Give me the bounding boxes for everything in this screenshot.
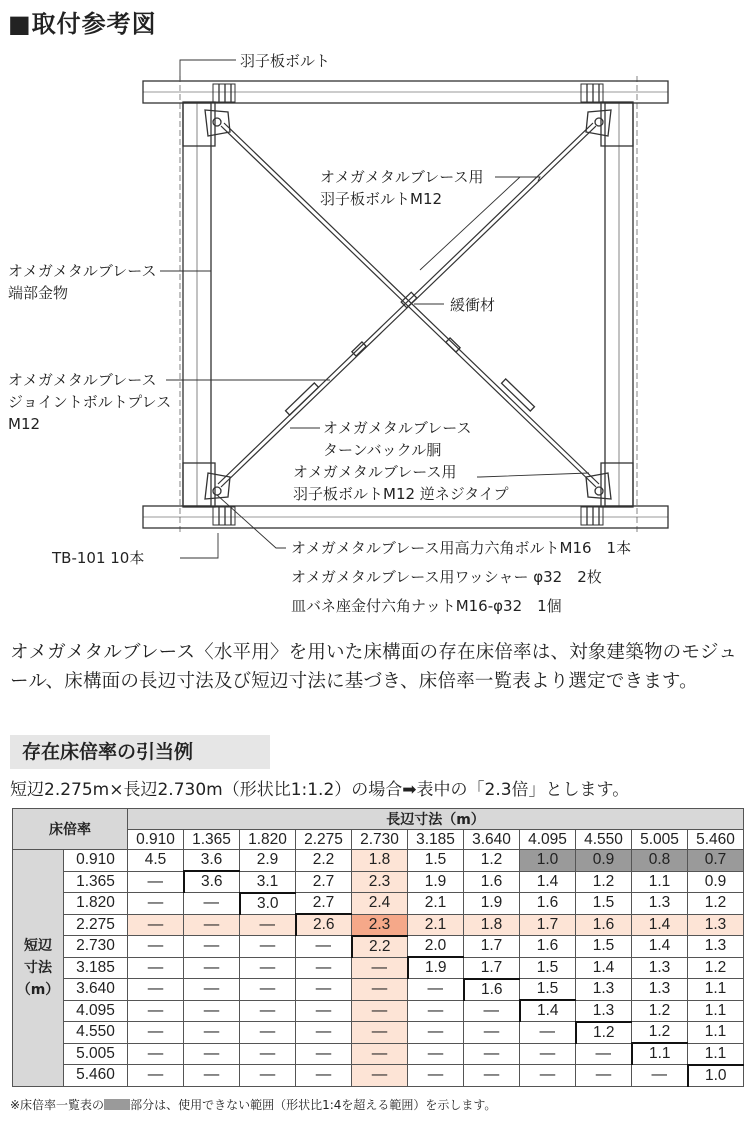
footnote-prefix: ※床倍率一覧表の: [10, 1098, 105, 1112]
rate-cell: —: [128, 957, 184, 979]
section-heading: 存在床倍率の引当例: [10, 735, 270, 769]
rate-cell: —: [296, 1065, 352, 1087]
rate-cell: 1.3: [632, 957, 688, 979]
rate-cell: 1.1: [632, 871, 688, 893]
row-header: 4.550: [64, 1022, 128, 1044]
rate-cell: —: [352, 1043, 408, 1065]
rate-cell: 1.5: [520, 957, 576, 979]
rate-cell: 2.2: [352, 936, 408, 958]
rate-cell: —: [296, 1022, 352, 1044]
table-row: [13, 914, 744, 936]
row-header: 2.730: [64, 936, 128, 958]
label-cushion: 緩衝材: [450, 296, 496, 314]
rate-cell: 1.7: [520, 914, 576, 936]
rate-cell: —: [128, 1065, 184, 1087]
table-row: [13, 1043, 744, 1065]
rate-cell: —: [296, 979, 352, 1001]
rate-cell: 3.0: [240, 893, 296, 915]
footnote-suffix: 部分は、使用できない範囲（形状比1:4を超える範囲）を示します。: [130, 1098, 497, 1112]
label-end-fitting: オメガメタルブレース: [8, 262, 157, 280]
rate-cell: —: [128, 979, 184, 1001]
rate-cell: —: [464, 1043, 520, 1065]
rate-cell: 1.2: [632, 1000, 688, 1022]
rate-cell: —: [184, 914, 240, 936]
rate-cell: 1.0: [688, 1065, 744, 1087]
rate-cell: 2.1: [408, 893, 464, 915]
rate-cell: 1.2: [632, 1022, 688, 1044]
rate-cell: 1.3: [632, 979, 688, 1001]
row-header: 3.640: [64, 979, 128, 1001]
rate-cell: 1.4: [520, 1000, 576, 1022]
rate-cell: 2.4: [352, 893, 408, 915]
rate-cell: 2.2: [296, 850, 352, 872]
label-joint-2: ジョイントボルトプレス: [8, 393, 172, 411]
label-joint: オメガメタルブレース: [8, 371, 157, 389]
rate-cell: 1.9: [408, 871, 464, 893]
rate-cell: —: [464, 1022, 520, 1044]
rate-cell: —: [408, 979, 464, 1001]
row-header: 0.910: [64, 850, 128, 872]
rate-cell: 3.6: [184, 850, 240, 872]
label-turnbuckle-2: ターンバックル胴: [323, 441, 442, 459]
rate-cell: —: [576, 1065, 632, 1087]
unavailable-swatch: [104, 1099, 130, 1110]
rate-cell: 1.5: [576, 893, 632, 915]
table-row: [13, 893, 744, 915]
row-header: 5.460: [64, 1065, 128, 1087]
rate-cell: 1.0: [520, 850, 576, 872]
installation-diagram: [0, 40, 752, 640]
row-header: 1.365: [64, 871, 128, 893]
rate-cell: —: [464, 1065, 520, 1087]
rate-cell: —: [240, 979, 296, 1001]
rate-cell: —: [128, 1043, 184, 1065]
rate-cell: —: [464, 1000, 520, 1022]
rate-cell: —: [240, 1022, 296, 1044]
label-parts-1: オメガメタルブレース用高力六角ボルトM16 1本: [291, 539, 632, 557]
col-header: 4.550: [576, 830, 632, 850]
col-header: 5.460: [688, 830, 744, 850]
rate-cell: 1.5: [576, 936, 632, 958]
rate-cell: 1.4: [632, 936, 688, 958]
rate-cell: —: [352, 957, 408, 979]
row-header: 4.095: [64, 1000, 128, 1022]
rate-cell: 1.2: [576, 1022, 632, 1044]
rate-cell: —: [520, 1065, 576, 1087]
table-row: [13, 850, 744, 872]
rate-cell: 2.0: [408, 936, 464, 958]
rate-cell: 0.7: [688, 850, 744, 872]
table-row: [13, 936, 744, 958]
rate-cell: —: [184, 979, 240, 1001]
rate-cell: —: [128, 914, 184, 936]
short-side-header-line: 短辺: [24, 937, 52, 954]
rate-cell: 2.9: [240, 850, 296, 872]
rate-cell: —: [296, 936, 352, 958]
rate-cell: —: [240, 914, 296, 936]
rate-cell: —: [240, 957, 296, 979]
rate-cell: 2.6: [296, 914, 352, 936]
rate-cell: 2.3: [352, 871, 408, 893]
rate-cell: 1.6: [520, 936, 576, 958]
short-side-header-line: 寸法: [24, 959, 52, 976]
rate-cell: —: [128, 893, 184, 915]
label-habano-bolt: 羽子板ボルト: [240, 52, 331, 70]
turnbuckle-body: [286, 383, 319, 415]
rate-cell: —: [128, 936, 184, 958]
rate-cell: 1.4: [632, 914, 688, 936]
rate-cell: —: [240, 1065, 296, 1087]
rate-cell: —: [240, 1043, 296, 1065]
rate-cell: 2.7: [296, 893, 352, 915]
rate-cell: —: [408, 1000, 464, 1022]
rate-cell: —: [184, 936, 240, 958]
rate-cell: —: [352, 1022, 408, 1044]
rate-cell: —: [128, 1000, 184, 1022]
rate-cell: 1.6: [464, 871, 520, 893]
short-side-header-line: （m）: [16, 981, 60, 998]
col-header: 5.005: [632, 830, 688, 850]
row-header: 1.820: [64, 893, 128, 915]
rate-cell: —: [352, 1065, 408, 1087]
rate-cell: —: [632, 1065, 688, 1087]
rate-cell: 3.1: [240, 871, 296, 893]
rate-cell: —: [184, 957, 240, 979]
corner-fitting-bl: [183, 463, 235, 525]
rate-cell: 2.1: [408, 914, 464, 936]
rate-cell: 1.8: [464, 914, 520, 936]
rate-cell: 1.9: [464, 893, 520, 915]
rate-cell: —: [184, 1022, 240, 1044]
rate-cell: —: [184, 1065, 240, 1087]
rate-cell: 1.6: [520, 893, 576, 915]
rate-cell: 1.6: [464, 979, 520, 1001]
rate-cell: —: [240, 1000, 296, 1022]
label-reverse: オメガメタルブレース用: [293, 463, 457, 481]
rate-cell: 1.9: [408, 957, 464, 979]
rate-cell: —: [408, 1065, 464, 1087]
long-side-header: 長辺寸法（m）: [128, 809, 744, 830]
label-brace-habano-2: 羽子板ボルトM12: [320, 190, 443, 208]
label-joint-3: M12: [8, 415, 41, 433]
rate-cell: 2.3: [352, 914, 408, 936]
corner-fitting-tl: [183, 84, 235, 146]
rate-cell: 0.9: [576, 850, 632, 872]
col-header: 4.095: [520, 830, 576, 850]
rate-cell: 1.2: [576, 871, 632, 893]
rate-cell: 0.9: [688, 871, 744, 893]
table-row: [13, 979, 744, 1001]
label-tb101: TB-101 10本: [52, 549, 145, 567]
floor-rate-table: [12, 808, 744, 1087]
rate-cell: —: [408, 1022, 464, 1044]
rate-cell: —: [240, 936, 296, 958]
rate-cell: —: [128, 871, 184, 893]
col-header: 1.365: [184, 830, 240, 850]
label-parts-3: 皿バネ座金付六角ナットM16-φ32 1個: [291, 597, 562, 615]
rate-cell: 1.3: [632, 893, 688, 915]
rate-cell: —: [576, 1043, 632, 1065]
rate-cell: 1.4: [520, 871, 576, 893]
row-header: 5.005: [64, 1043, 128, 1065]
corner-fitting-tr: [581, 84, 633, 146]
description-paragraph: オメガメタルブレース〈水平用〉を用いた床構面の存在床倍率は、対象建築物のモジュール、床構面の長辺寸法及び短辺寸法に基づき、床倍率一覧表より選定できます。: [10, 642, 738, 692]
rate-cell: 1.1: [632, 1043, 688, 1065]
rate-cell: —: [184, 1000, 240, 1022]
rate-cell: 1.3: [576, 979, 632, 1001]
rate-cell: 1.3: [688, 936, 744, 958]
col-header: 3.185: [408, 830, 464, 850]
label-brace-habano: オメガメタルブレース用: [320, 168, 484, 186]
col-header: 1.820: [240, 830, 296, 850]
rate-cell: 1.5: [408, 850, 464, 872]
table-row: [13, 1022, 744, 1044]
label-parts-2: オメガメタルブレース用ワッシャー φ32 2枚: [291, 568, 602, 586]
rate-cell: —: [352, 979, 408, 1001]
col-header: 0.910: [128, 830, 184, 850]
col-header: 3.640: [464, 830, 520, 850]
rate-cell: —: [184, 893, 240, 915]
rate-cell: 1.2: [688, 893, 744, 915]
rate-cell: 1.2: [464, 850, 520, 872]
rate-cell: 2.7: [296, 871, 352, 893]
rate-cell: —: [520, 1022, 576, 1044]
rate-cell: 1.1: [688, 979, 744, 1001]
rate-cell: 4.5: [128, 850, 184, 872]
rate-cell: 1.2: [688, 957, 744, 979]
rate-cell: —: [128, 1022, 184, 1044]
table-row: [13, 957, 744, 979]
rate-cell: 1.4: [576, 957, 632, 979]
table-row: [13, 1065, 744, 1087]
row-header: 2.275: [64, 914, 128, 936]
rate-cell: —: [296, 1043, 352, 1065]
example-text: 短辺2.275m×長辺2.730m（形状比1:1.2）の場合➡表中の「2.3倍」とします。: [10, 780, 630, 800]
col-header: 2.730: [352, 830, 408, 850]
label-reverse-2: 羽子板ボルトM12 逆ネジタイプ: [293, 485, 509, 503]
page-title: ■取付参考図: [8, 10, 157, 38]
rate-cell: 1.1: [688, 1022, 744, 1044]
rate-cell: —: [352, 1000, 408, 1022]
rate-cell: 1.3: [688, 914, 744, 936]
rate-cell: 3.6: [184, 871, 240, 893]
rate-cell: 1.3: [576, 1000, 632, 1022]
short-side-header: [13, 850, 64, 1087]
table-footnote: [10, 1096, 496, 1113]
label-end-fitting-2: 端部金物: [8, 284, 69, 302]
rate-cell: —: [520, 1043, 576, 1065]
rate-cell: —: [296, 1000, 352, 1022]
table-row: [13, 871, 744, 893]
rate-cell: —: [408, 1043, 464, 1065]
label-turnbuckle: オメガメタルブレース: [323, 419, 472, 437]
table-row: [13, 1000, 744, 1022]
rate-cell: 1.7: [464, 957, 520, 979]
rate-cell: 1.5: [520, 979, 576, 1001]
rate-cell: 1.6: [576, 914, 632, 936]
rate-cell: 1.1: [688, 1000, 744, 1022]
row-header: 3.185: [64, 957, 128, 979]
rate-cell: 1.1: [688, 1043, 744, 1065]
col-header: 2.275: [296, 830, 352, 850]
rate-cell: 0.8: [632, 850, 688, 872]
rate-cell: —: [184, 1043, 240, 1065]
corner-fitting-br: [581, 463, 633, 525]
rate-cell: 1.7: [464, 936, 520, 958]
table-corner-label: 床倍率: [13, 809, 128, 850]
rate-cell: —: [296, 957, 352, 979]
rate-cell: 1.8: [352, 850, 408, 872]
